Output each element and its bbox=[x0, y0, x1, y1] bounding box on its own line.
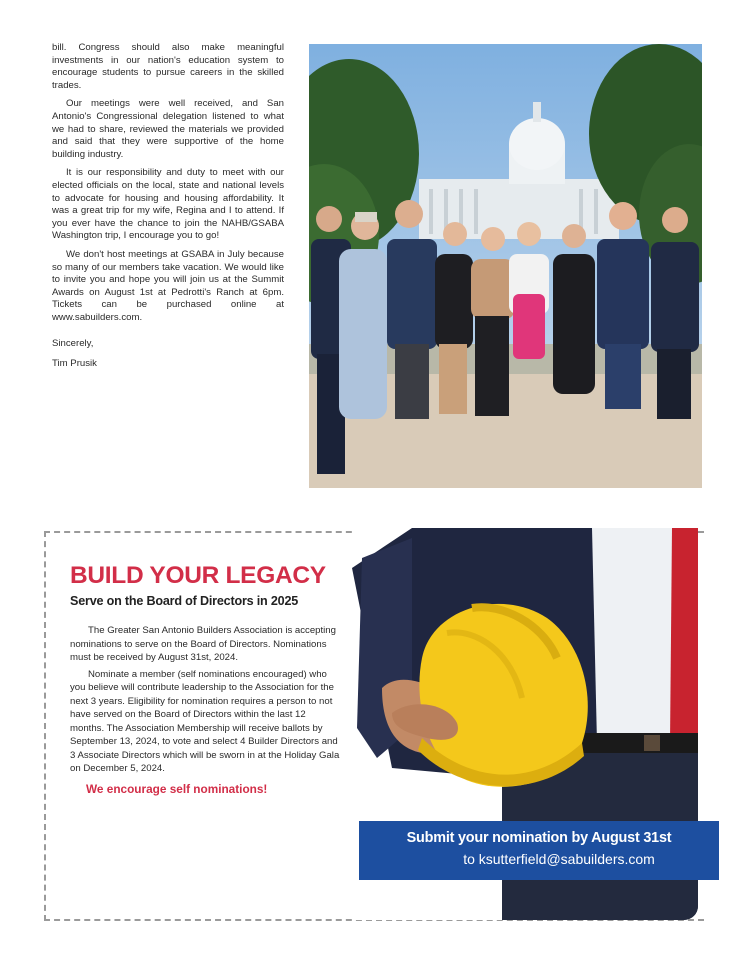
letter-paragraph-3: It is our responsibility and duty to meet with our elected officials on the local, state and national levels to advocate for housing and housing affordability. It was a great trip for my wife, Regina and I to attend. If you ever have the chance to join the NAHB/GSABA Washington trip, I encourage you to go! bbox=[52, 167, 284, 242]
submission-banner bbox=[359, 821, 719, 880]
letter-paragraph-1: bill. Congress should also make meaningful investments in our nation's education system to encourage students to pursue careers in the skilled trades. bbox=[52, 42, 284, 91]
legacy-paragraph-1: The Greater San Antonio Builders Association is accepting nominations to serve on the Board of Directors. Nominations must be received by August 31st, 2024. bbox=[70, 625, 336, 663]
submission-deadline: Submit your nomination by August 31st bbox=[406, 830, 672, 846]
letter-signature: Tim Prusik bbox=[52, 358, 97, 370]
legacy-paragraph-2: Nominate a member (self nominations encouraged) who you believe will contribute leadership to the Association for the next 3 years. Eligibility for nomination requires a person to not have served on the Board of Directors within the last 12 months. The Association Membership will receive ballots by September 13, 2024, to vote and select 4 Builder Directors and 3 Associate Directors which will be sworn in at the Holiday Gala on December 5, 2024. bbox=[70, 668, 340, 774]
group-photo-capitol-icon bbox=[309, 44, 702, 488]
nomination-coupon bbox=[70, 562, 340, 796]
letter-paragraph-2: Our meetings were well received, and San Antonio's Congressional delegation listened to what we had to share, reviewed the materials we provided and said that they were supportive of the home building industry. bbox=[52, 98, 284, 160]
letter-paragraph-4: We don't host meetings at GSABA in July because so many of our members take vacation. We would like to invite you and hope you will join us at the Summit Awards on August 1st at Pedrotti's Ranch at 6pm. Tickets can be purchased online at www.sabuilders.com. bbox=[52, 248, 284, 323]
letter-closing-block bbox=[52, 334, 284, 374]
legacy-headline: BUILD YOUR LEGACY bbox=[70, 562, 326, 589]
submission-email[interactable]: to ksutterfield@sabuilders.com bbox=[463, 851, 655, 867]
legacy-body bbox=[70, 624, 340, 776]
self-nomination-callout: We encourage self nominations! bbox=[86, 781, 268, 796]
letter-column bbox=[52, 42, 284, 374]
legacy-subhead: Serve on the Board of Directors in 2025 bbox=[70, 594, 299, 608]
letter-closing: Sincerely, bbox=[52, 338, 94, 350]
